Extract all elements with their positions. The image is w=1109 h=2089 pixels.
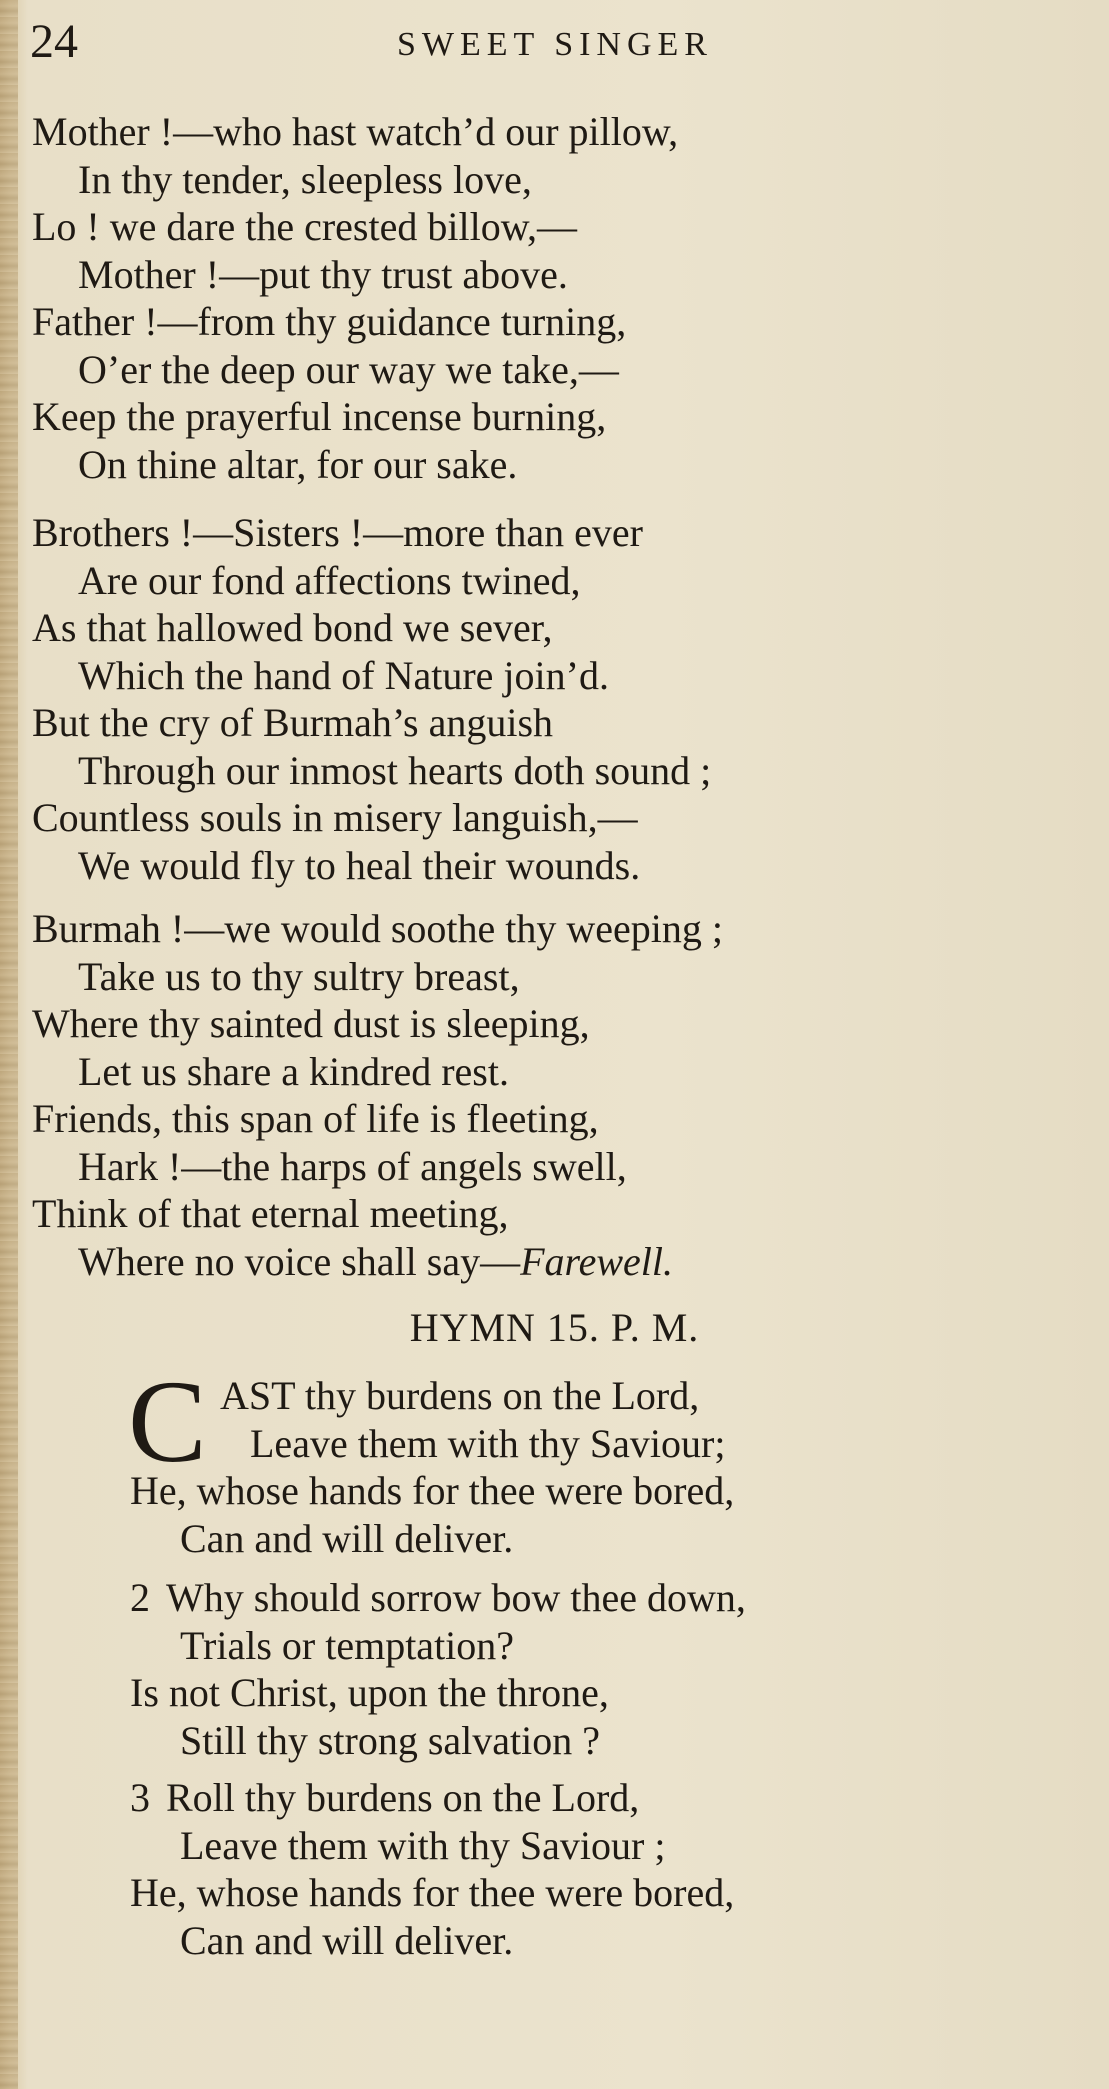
page-number: 24 <box>30 15 78 68</box>
hymn-stanza-3 <box>130 1774 1090 1964</box>
hymn-line: AST thy burdens on the Lord, <box>220 1373 700 1418</box>
poem-line: In thy tender, sleepless love, <box>78 156 532 202</box>
stanza-number: 3 <box>130 1775 150 1820</box>
hymn-line: Trials or temptation? <box>180 1622 515 1668</box>
poem-line: Father !—from thy guidance turning, <box>32 299 627 344</box>
hymn-line: Can and will deliver. <box>180 1515 514 1561</box>
poem-line: Keep the prayerful incense burning, <box>32 394 607 439</box>
hymn-stanza-1 <box>128 1356 1090 1562</box>
poem-line: Countless souls in misery languish,— <box>32 795 638 840</box>
poem-line: Hark !—the harps of angels swell, <box>78 1143 627 1189</box>
poem-line: O’er the deep our way we take,— <box>78 346 619 392</box>
poem-line: Which the hand of Nature join’d. <box>78 652 609 698</box>
poem-stanza-3 <box>32 905 1082 1285</box>
hymn-line <box>130 1774 1090 1822</box>
hymn-title: HYMN 15. P. M. <box>409 1305 700 1350</box>
poem-line: Friends, this span of life is fleeting, <box>32 1096 599 1141</box>
poem-line: Through our inmost hearts doth sound ; <box>78 747 712 793</box>
hymn-line-text: Why should sorrow bow thee down, <box>166 1575 746 1620</box>
poem-line: Let us share a kindred rest. <box>78 1048 509 1094</box>
hymn-line: Can and will deliver. <box>180 1917 514 1963</box>
poem-line-italic: Farewell. <box>520 1238 674 1284</box>
hymn-line: Is not Christ, upon the throne, <box>130 1670 609 1715</box>
poem-line: On thine altar, for our sake. <box>78 441 518 487</box>
poem-stanza-1 <box>32 108 1082 488</box>
hymn-line: Leave them with thy Saviour; <box>250 1420 726 1466</box>
poem-line: Take us to thy sultry breast, <box>78 953 520 999</box>
poem-line: As that hallowed bond we sever, <box>32 605 553 650</box>
poem-line: But the cry of Burmah’s anguish <box>32 700 554 745</box>
hymn-stanza-2 <box>130 1574 1090 1764</box>
poem-line: We would fly to heal their wounds. <box>78 842 641 888</box>
poem-line: Brothers !—Sisters !—more than ever <box>32 510 643 555</box>
poem-line: Mother !—who hast watch’d our pillow, <box>32 109 679 154</box>
page-header <box>30 14 1080 74</box>
page-edge-stain <box>0 0 18 2089</box>
hymn-line <box>130 1574 1090 1622</box>
running-head: SWEET SINGER <box>397 26 713 63</box>
poem-line: Burmah !—we would soothe thy weeping ; <box>32 906 723 951</box>
poem-line: Where thy sainted dust is sleeping, <box>32 1001 590 1046</box>
hymn-line: Leave them with thy Saviour ; <box>180 1822 666 1868</box>
poem-line: Are our fond affections twined, <box>78 557 581 603</box>
poem-line: Think of that eternal meeting, <box>32 1191 509 1236</box>
poem-line: Lo ! we dare the crested billow,— <box>32 204 577 249</box>
hymn-line-text: Roll thy burdens on the Lord, <box>166 1775 640 1820</box>
poem-line-text: Where no voice shall say— <box>78 1238 521 1284</box>
dropcap-group <box>128 1356 1090 1487</box>
poem-stanza-2 <box>32 509 1082 889</box>
poem-line: Mother !—put thy trust above. <box>78 251 568 297</box>
stanza-number: 2 <box>130 1575 150 1620</box>
hymn-line: He, whose hands for thee were bored, <box>130 1468 735 1513</box>
hymn-line: He, whose hands for thee were bored, <box>130 1870 735 1915</box>
hymn-line: Still thy strong salvation ? <box>180 1717 600 1763</box>
poem-line <box>32 1238 1082 1286</box>
dropcap-letter: C <box>128 1356 207 1487</box>
